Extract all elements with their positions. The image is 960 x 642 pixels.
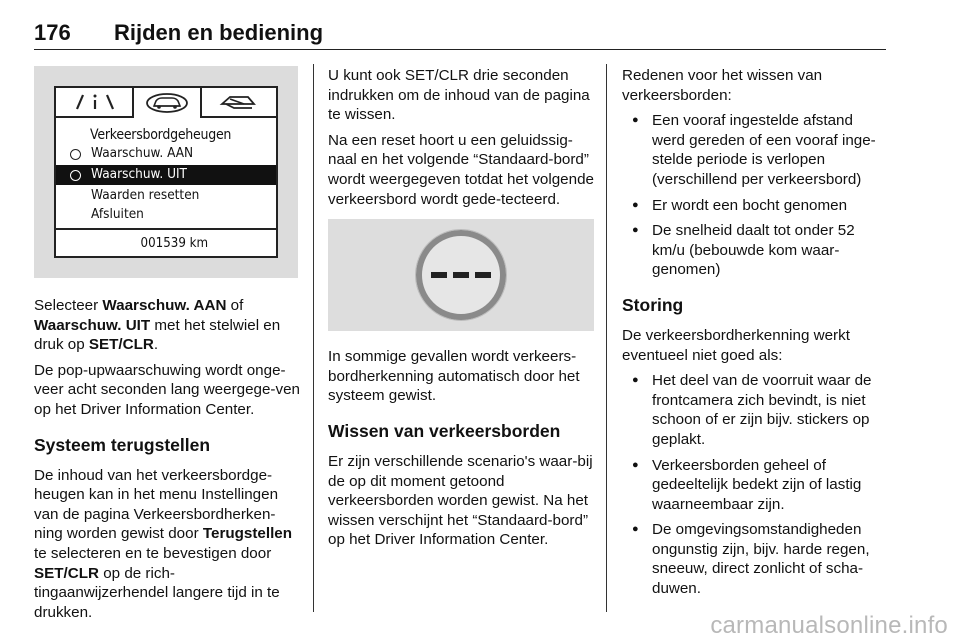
display-tabs [56,88,276,118]
display-screen [54,86,278,258]
section-heading: Wissen van verkeersborden [328,420,561,441]
car-tab-icon [132,88,202,118]
bullet-list [622,371,888,599]
sign-illustration [328,219,594,331]
list-item: ● Een vooraf ingestelde afstand werd gereden of een vooraf inge-stelde periode is verlopen (verschillend per verkeersbord) [622,111,888,189]
paragraph: U kunt ook SET/CLR drie seconden indrukken om de inhoud van de pagina te wissen. [328,67,590,124]
list-item: ● Verkeersborden geheel of gedeeltelijk bedekt zijn of lastig waarneembaar zijn. [622,456,888,515]
section-heading: Storing [622,294,684,315]
paragraph: Redenen voor het wissen van verkeersborden: [622,67,823,104]
column-1 [34,66,300,628]
list-item: ● Het deel van de voorruit waar de frontcamera zich bevindt, is niet schoon of er zijn bijv. stickers op geplakt. [622,371,888,449]
radio-icon [70,170,81,181]
info-tab-icon [64,88,128,116]
paragraph: De pop-upwaarschuwing wordt onge-veer acht seconden lang weergege-ven op het Driver Information Center. [34,361,300,418]
display-menu-row: Afsluiten [91,206,144,223]
list-item: ● Er wordt een bocht genomen [622,196,888,216]
paragraph: De verkeersbordherkenning werkt eventueel niet goed als: [622,326,850,364]
column-3 [622,66,888,605]
paragraph: De inhoud van het verkeersbordge-heugen kan in het menu Instellingen van de pagina Verkeersbordherken-ning worden gewist door Terugstellen te selecteren en te bevestigen door SET/CLR op de rich-tingaanwijzerhendel langere tijd in te drukken. [34,466,293,621]
column-2 [328,66,594,556]
radio-icon [70,149,81,160]
odometer-readout: 001539 km [56,228,276,256]
display-menu-row: Waarschuw. AAN [56,144,276,164]
display-menu-title: Verkeersbordgeheugen [90,127,232,143]
paragraph: Na een reset hoort u een geluidssig-naal en het volgende “Standaard-bord” wordt weergegeven totdat het volgende verkeersbord wordt gede-tecteerd. [328,131,594,208]
list-item: ● De omgevingsomstandigheden ongunstig zijn, bijv. harde regen, sneeuw, direct zonlicht of scha-duwen. [622,520,888,598]
paragraph: Selecteer Waarschuw. AAN of Waarschuw. UIT met het stelwiel en druk op SET/CLR. [34,297,281,354]
bullet-list [622,111,888,280]
sign-tab-icon [206,88,270,116]
paragraph: Er zijn verschillende scenario's waar-bij de op dit moment getoond verkeersborden worden gewist. Na het wissen verschijnt het “Standaard-bord” op het Driver Information Center. [328,452,593,549]
page-number: 176 [34,20,71,45]
watermark: carmanualsonline.info [710,612,948,639]
page-header [34,18,886,50]
section-heading: Systeem terugstellen [34,434,211,455]
column-divider [313,64,314,612]
display-menu-row: Waarden resetten [91,187,200,204]
display-illustration [34,66,298,278]
list-item: ● De snelheid daalt tot onder 52 km/u (bebouwde kom waar-genomen) [622,221,888,280]
page-title: Rijden en bediening [114,20,324,45]
column-divider [606,64,607,612]
end-of-restrictions-sign-icon [413,227,509,323]
paragraph: In sommige gevallen wordt verkeers-bordherkenning automatisch door het systeem gewist. [328,348,580,405]
display-menu-row-selected: Waarschuw. UIT [56,165,276,185]
